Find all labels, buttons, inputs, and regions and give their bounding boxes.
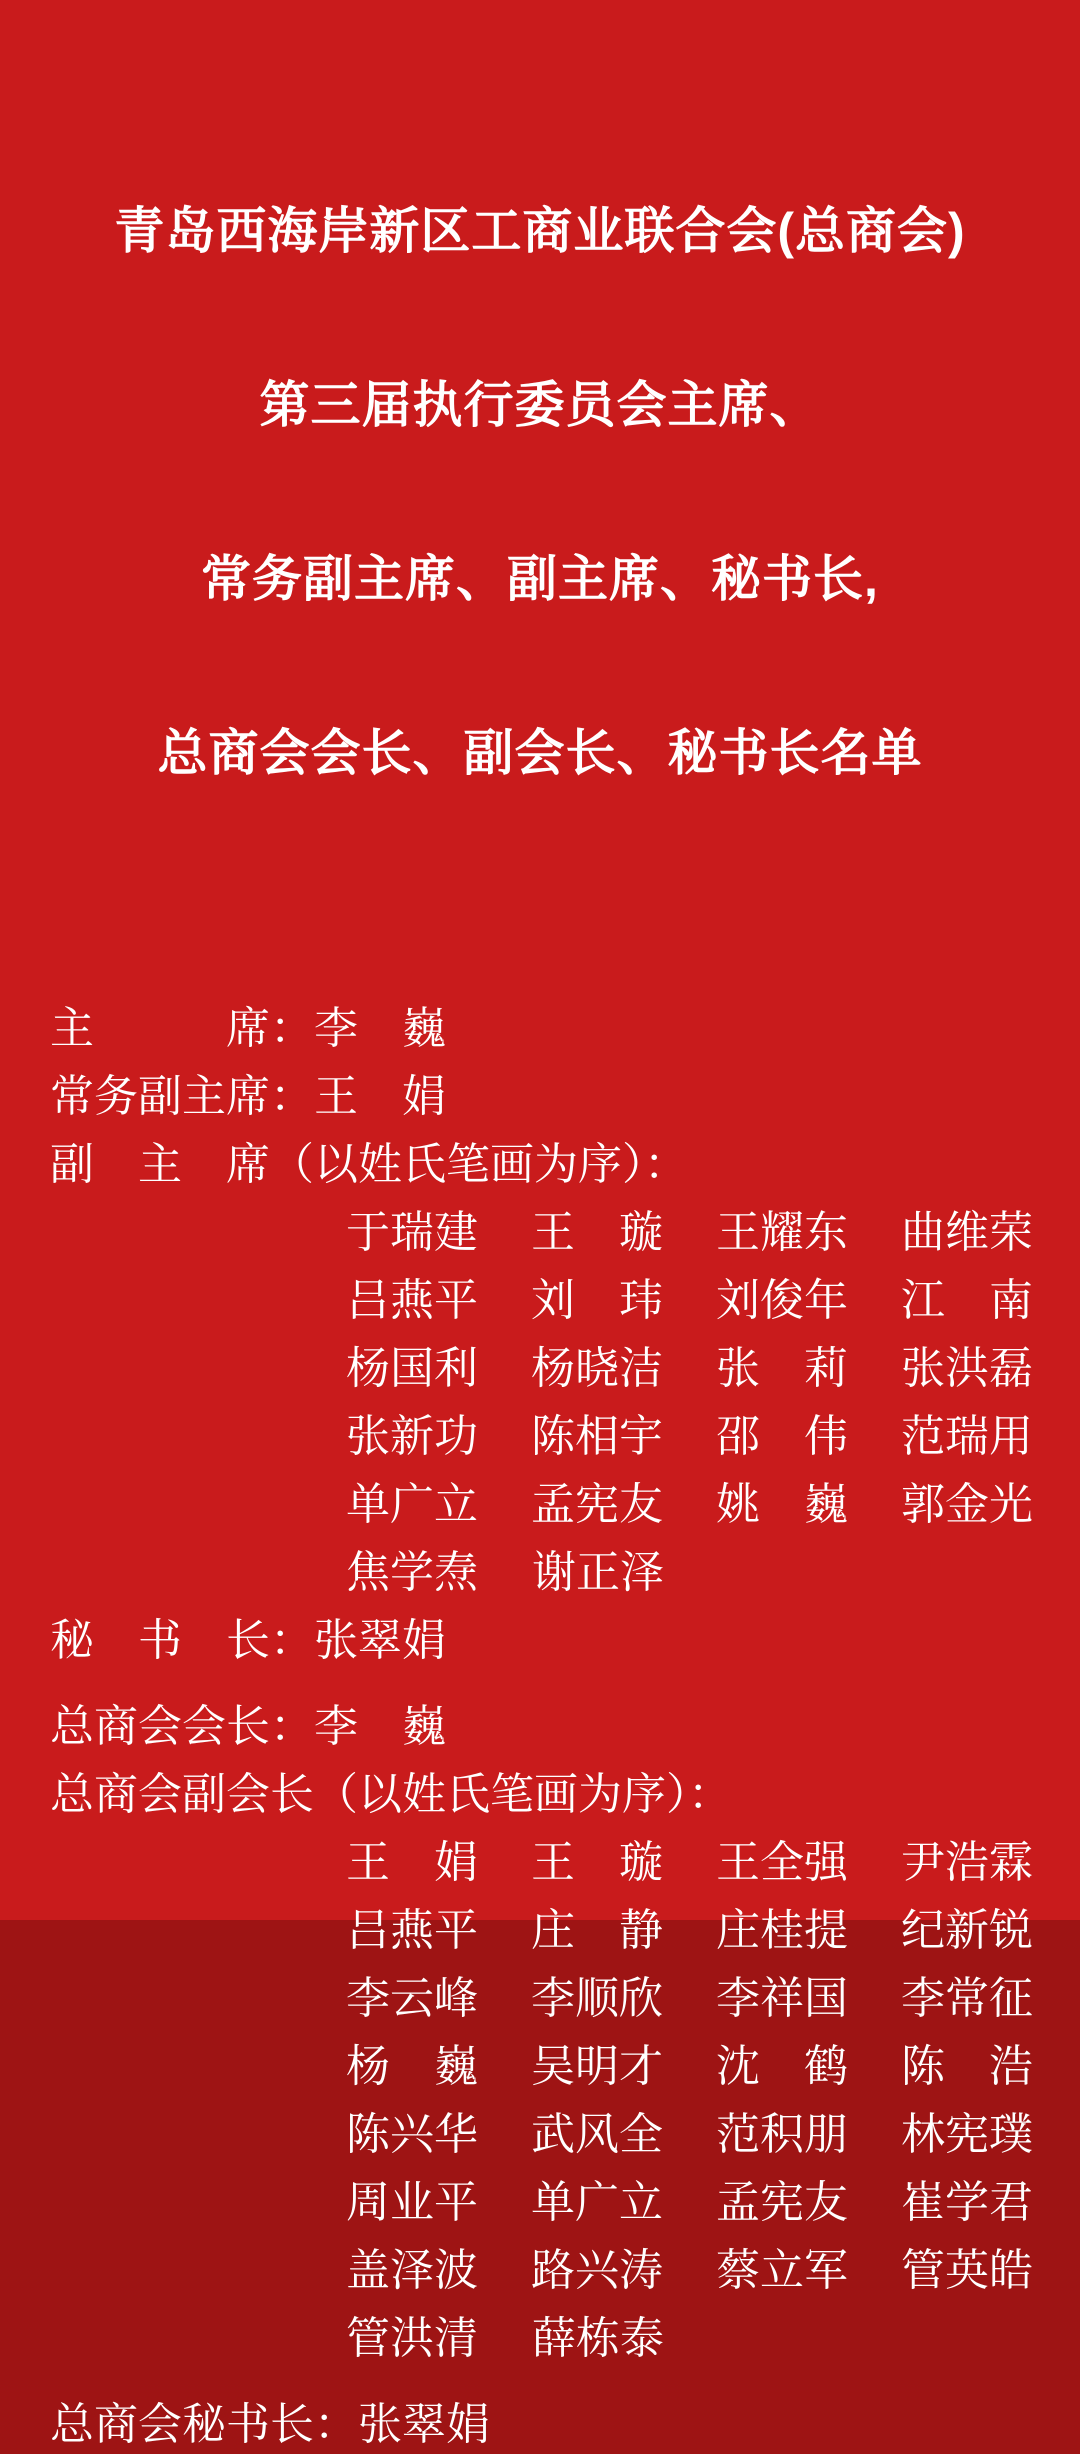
person-name: 吕燕平	[346, 1906, 478, 1955]
person-name: 吕燕平	[346, 1276, 478, 1325]
person-name: 谢正泽	[532, 1548, 664, 1597]
vice-chairmen-grid	[50, 1194, 1080, 1602]
name-list-body	[0, 990, 1080, 2454]
name-row	[346, 1262, 1080, 1330]
person-name: 孟宪友	[531, 1480, 663, 1529]
person-name: 庄 静	[531, 1906, 663, 1955]
name-row	[346, 1534, 1080, 1602]
title-line-2: 第三届执行委员会主席、	[259, 377, 821, 433]
person-name: 周业平	[346, 2178, 478, 2227]
person-name: 王 璇	[531, 1838, 663, 1887]
role-line-vice-chairmen-heading: 副 主 席（以姓氏笔画为序）：	[50, 1140, 688, 1189]
person-name: 王全强	[716, 1838, 848, 1887]
person-name: 单广立	[346, 1480, 478, 1529]
person-name: 范瑞用	[901, 1412, 1033, 1461]
name-row	[346, 2164, 1080, 2232]
person-name: 薛栋泰	[532, 2314, 664, 2363]
name-row	[346, 1960, 1080, 2028]
role-line-chairman: 主 席：李 巍	[50, 1004, 446, 1053]
person-name: 沈 鹤	[716, 2042, 848, 2091]
name-row	[346, 1892, 1080, 1960]
title-line-3: 常务副主席、副主席、秘书长,	[201, 551, 879, 607]
person-name: 曲维荣	[901, 1208, 1033, 1257]
name-row	[346, 1398, 1080, 1466]
person-name: 尹浩霖	[901, 1838, 1033, 1887]
person-name: 杨国利	[346, 1344, 478, 1393]
person-name: 于瑞建	[346, 1208, 478, 1257]
name-row	[346, 1330, 1080, 1398]
role-line-chamber-president: 总商会会长：李 巍	[50, 1702, 446, 1751]
role-line-chamber-vice-presidents-heading: 总商会副会长（以姓氏笔画为序）：	[50, 1770, 732, 1819]
document-title	[0, 0, 1080, 898]
person-name: 李顺欣	[531, 1974, 663, 2023]
person-name: 张新功	[346, 1412, 478, 1461]
person-name: 管洪清	[346, 2314, 478, 2363]
person-name: 庄桂提	[716, 1906, 848, 1955]
person-name: 姚 巍	[716, 1480, 848, 1529]
person-name: 路兴涛	[531, 2246, 663, 2295]
person-name: 王 璇	[531, 1208, 663, 1257]
person-name: 江 南	[901, 1276, 1033, 1325]
person-name: 陈兴华	[346, 2110, 478, 2159]
person-name: 刘俊年	[716, 1276, 848, 1325]
person-name: 武风全	[531, 2110, 663, 2159]
person-name: 陈 浩	[901, 2042, 1033, 2091]
chamber-vice-presidents-grid	[50, 1824, 1080, 2368]
person-name: 张 莉	[716, 1344, 848, 1393]
person-name: 单广立	[531, 2178, 663, 2227]
name-row	[346, 2300, 1080, 2368]
person-name: 张洪磊	[901, 1344, 1033, 1393]
person-name: 焦学焘	[346, 1548, 478, 1597]
title-line-1: 青岛西海岸新区工商业联合会(总商会)	[114, 203, 966, 259]
person-name: 邵 伟	[716, 1412, 848, 1461]
person-name: 杨 巍	[346, 2042, 478, 2091]
person-name: 王耀东	[716, 1208, 848, 1257]
person-name: 蔡立军	[716, 2246, 848, 2295]
person-name: 刘 玮	[531, 1276, 663, 1325]
role-line-secretary-general: 秘 书 长：张翠娟	[50, 1616, 446, 1665]
person-name: 盖泽波	[346, 2246, 478, 2295]
name-row	[346, 1194, 1080, 1262]
person-name: 吴明才	[531, 2042, 663, 2091]
person-name: 郭金光	[901, 1480, 1033, 1529]
person-name: 纪新锐	[901, 1906, 1033, 1955]
name-row	[346, 2028, 1080, 2096]
person-name: 崔学君	[901, 2178, 1033, 2227]
person-name: 范积朋	[716, 2110, 848, 2159]
person-name: 李云峰	[346, 1974, 478, 2023]
person-name: 管英皓	[901, 2246, 1033, 2295]
person-name: 王 娟	[346, 1838, 478, 1887]
person-name: 杨晓洁	[531, 1344, 663, 1393]
person-name: 孟宪友	[716, 2178, 848, 2227]
name-row	[346, 1824, 1080, 1892]
name-row	[346, 1466, 1080, 1534]
person-name: 林宪璞	[901, 2110, 1033, 2159]
role-line-standing-vice-chairman: 常务副主席：王 娟	[50, 1072, 446, 1121]
person-name: 李祥国	[716, 1974, 848, 2023]
name-row	[346, 2096, 1080, 2164]
name-row	[346, 2232, 1080, 2300]
person-name: 李常征	[901, 1974, 1033, 2023]
title-line-4: 总商会会长、副会长、秘书长名单	[157, 725, 923, 781]
person-name: 陈相宇	[531, 1412, 663, 1461]
role-line-chamber-secretary-general: 总商会秘书长：张翠娟	[50, 2400, 490, 2449]
